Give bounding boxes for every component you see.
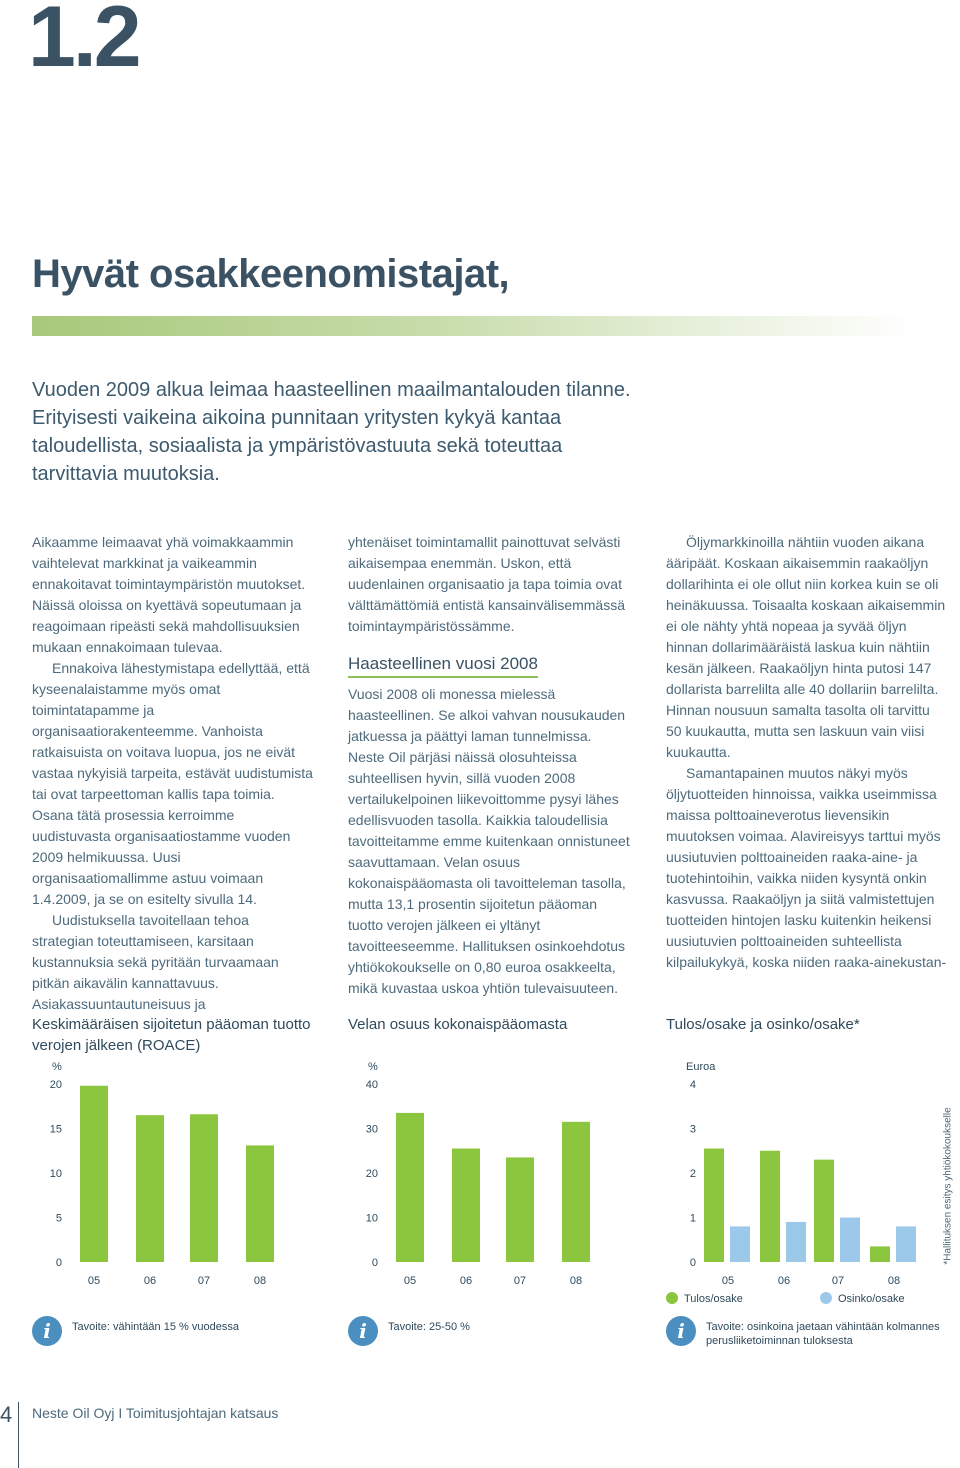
footer-divider (18, 1402, 19, 1468)
x-tick-label: 07 (513, 1275, 527, 1287)
bar (136, 1115, 164, 1262)
y-tick-label: 0 (689, 1257, 696, 1269)
text-column-2 (348, 532, 630, 999)
x-tick-label: 05 (87, 1275, 101, 1287)
y-axis-unit: Euroa (686, 1061, 716, 1073)
y-tick-label: 0 (55, 1257, 62, 1269)
bar-eps (704, 1149, 724, 1262)
x-tick-label: 08 (569, 1275, 583, 1287)
y-axis-unit: % (52, 1061, 62, 1073)
page-title: Hyvät osakkeenomistajat, (32, 252, 510, 296)
col1-paragraph-3: Uudistuksella tavoitellaan tehoa strategian toteuttamiseen, karsitaan kustannuksia sekä pyritään turvaamaan pitkän aikavälin kannattavuus. Asiakassuuntautuneisuus ja (32, 912, 279, 1012)
bar (452, 1149, 480, 1262)
x-tick-label: 05 (721, 1275, 735, 1287)
legend-swatch-dividend (820, 1292, 832, 1304)
y-tick-label: 3 (689, 1123, 696, 1136)
page-number: 4 (0, 1402, 13, 1427)
y-tick-label: 40 (365, 1079, 378, 1091)
info-icon: i (32, 1316, 62, 1346)
bar (190, 1114, 218, 1262)
chart-title: Keskimääräisen sijoitetun pääoman tuotto verojen jälkeen (ROACE) (32, 1016, 311, 1054)
x-tick-label: 08 (253, 1275, 267, 1287)
eps-dividend-chart-plot (666, 1014, 960, 1304)
y-tick-label: 20 (49, 1079, 62, 1091)
roace-chart-plot (32, 1014, 332, 1304)
x-tick-label: 07 (831, 1275, 845, 1287)
gearing-chart (348, 1014, 648, 1304)
col3-paragraph-1: Öljymarkkinoilla nähtiin vuoden aikana ääripäät. Koskaan aikaisemmin raakaöljyn dollarihinta ei ole ollut niin korkea kuin se oli heinäkuussa. Toisaalta koskaan aikaisemmin ei ole nähty yhtä nopeaa ja syvää öljyn hinnan dollarimääräistä laskua kuin nähtiin kesän jälkeen. Raakaöljyn hinta putosi 147 dollarista barrelilta alle 40 dollariin barrelilta. Hinnan nousuun samalta tasolta oli tarvittu 50 kuukautta, mutta sen laskuun vain viisi kuukautta. (666, 534, 946, 760)
eps-dividend-chart (666, 1014, 960, 1304)
x-tick-label: 05 (403, 1275, 417, 1287)
footer-text: Neste Oil Oyj I Toimitusjohtajan katsaus (32, 1405, 279, 1421)
info-icon: i (666, 1316, 696, 1346)
bar (396, 1113, 424, 1262)
col2-paragraph-1: yhtenäiset toimintamallit painottuvat selvästi aikaisempaa enemmän. Uskon, että uudenlainen organisaatio ja tapa toimia ovat välttämättömiä entistä kansainvälisemmässä toimintaympäristössämme. (348, 534, 626, 634)
bar-eps (814, 1160, 834, 1262)
y-tick-label: 10 (365, 1212, 378, 1225)
info-icon: i (348, 1316, 378, 1346)
x-tick-label: 06 (143, 1275, 157, 1287)
y-tick-label: 30 (365, 1123, 378, 1136)
bar (506, 1157, 534, 1262)
bar-dividend (896, 1226, 916, 1262)
x-tick-label: 06 (459, 1275, 473, 1287)
y-tick-label: 4 (689, 1079, 696, 1091)
gearing-chart-plot (348, 1014, 648, 1304)
bar (80, 1086, 108, 1262)
y-tick-label: 5 (55, 1212, 62, 1225)
text-column-1 (32, 532, 314, 1015)
roace-chart (32, 1014, 332, 1304)
legend-label-dividend: Osinko/osake (838, 1293, 905, 1305)
bar-eps (870, 1246, 890, 1262)
bar-dividend (786, 1222, 806, 1262)
bar-dividend (730, 1226, 750, 1262)
legend-label-eps: Tulos/osake (684, 1293, 743, 1305)
y-tick-label: 20 (365, 1168, 378, 1180)
section-heading: Haasteellinen vuosi 2008 (348, 653, 538, 678)
col1-paragraph-2: Ennakoiva lähestymistapa edellyttää, että kyseenalaistamme myös omat toimintatapamme ja organisaatiorakenteemme. Vanhoista ratkaisuista on voitava luopua, jos ne eivät vastaa nykyisiä tarpeita, estävät uudistumista tai ovat tarpeettoman kallis tapa toimia. Osana tätä prosessia kerroimme uudistuvasta organisaatiostamme vuoden 2009 helmikuussa. Uusi organisaatiomallimme astuu voimaan 1.4.2009, ja se on esitelty sivulla 14. (32, 660, 313, 907)
x-tick-label: 07 (197, 1275, 211, 1287)
x-tick-label: 08 (887, 1275, 901, 1287)
bar (562, 1122, 590, 1262)
title-underline (32, 316, 912, 336)
y-axis-unit: % (368, 1061, 378, 1073)
target-text: Tavoite: vähintään 15 % vuodessa (72, 1321, 239, 1333)
chart-title: Tulos/osake ja osinko/osake* (666, 1016, 860, 1033)
bar (246, 1145, 274, 1262)
col2-paragraph-2: Vuosi 2008 oli monessa mielessä haasteellinen. Se alkoi vahvan nousukauden jatkuessa ja päättyi laman tunnelmissa. Neste Oil pärjäsi näissä olosuhteissa suhteellisen hyvin, sillä vuoden 2008 vertailukelpoinen liikevoittomme pysyi lähes edellisvuoden tasolla. Kaikkia taloudellisia tavoitteitamme emme kuitenkaan onnistuneet saavuttamaan. Velan osuus kokonaispääomasta oli tavoitteleman tasolla, mutta 13,1 prosentin sijoitetun pääoman tuotto verojen jälkeen ei yltänyt tavoitteeseemme. Hallituksen osinkoehdotus yhtiökokoukselle on 0,80 euroa osakkeelta, mikä kuvastaa uskoa yhtiön tulevaisuuteen. (348, 686, 630, 996)
target-text: Tavoite: osinkoina jaetaan vähintään kolmannes perusliiketoiminnan tuloksesta (706, 1321, 940, 1347)
lead-paragraph: Vuoden 2009 alkua leimaa haasteellinen maailmantalouden tilanne. Erityisesti vaikeina aikoina punnitaan yritysten kykyä kantaa taloudellista, sosiaalista ja ympäristövastuuta sekä toteuttaa tarvittavia muutoksia. (32, 379, 631, 485)
target-text: Tavoite: 25-50 % (388, 1321, 470, 1333)
text-column-3 (666, 532, 948, 973)
col1-paragraph-1: Aikaamme leimaavat yhä voimakkaammin vaihtelevat markkinat ja vaikeammin ennakoitavat toimintaympäristön muutokset. Näissä oloissa on kyettävä sopeutumaan ja reagoimaan ripeästi sekä mahdollisuuksien mukaan ennakoimaan tulevaa. (32, 534, 306, 655)
bar-dividend (840, 1218, 860, 1263)
y-tick-label: 1 (689, 1212, 696, 1225)
legend-swatch-eps (666, 1292, 678, 1304)
y-tick-label: 10 (49, 1168, 62, 1180)
y-tick-label: 15 (49, 1123, 62, 1136)
y-tick-label: 2 (689, 1168, 696, 1180)
bar-eps (760, 1151, 780, 1262)
y-tick-label: 0 (371, 1257, 378, 1269)
chart-footnote: *Hallituksen esitys yhtiökokoukselle (942, 1107, 954, 1265)
chart-title: Velan osuus kokonaispääomasta (348, 1016, 568, 1033)
col3-paragraph-2: Samantapainen muutos näkyi myös öljytuotteiden hinnoissa, vaikka useimmissa maissa polttoaineverotus lievensikin muutoksen voimaa. Alavireisyys tarttui myös uusiutuvien polttoaineiden raaka-aine- ja tuotehintoihin, vaikka niiden kysyntä onkin kasvussa. Raakaöljyn ja siitä valmistettujen tuotteiden hintojen lasku kuitenkin heikensi uusiutuvien polttoaineiden suhteellista kilpailukykyä, koska niiden raaka-ainekustan- (666, 765, 947, 970)
x-tick-label: 06 (777, 1275, 791, 1287)
chapter-number: 1.2 (28, 0, 139, 85)
